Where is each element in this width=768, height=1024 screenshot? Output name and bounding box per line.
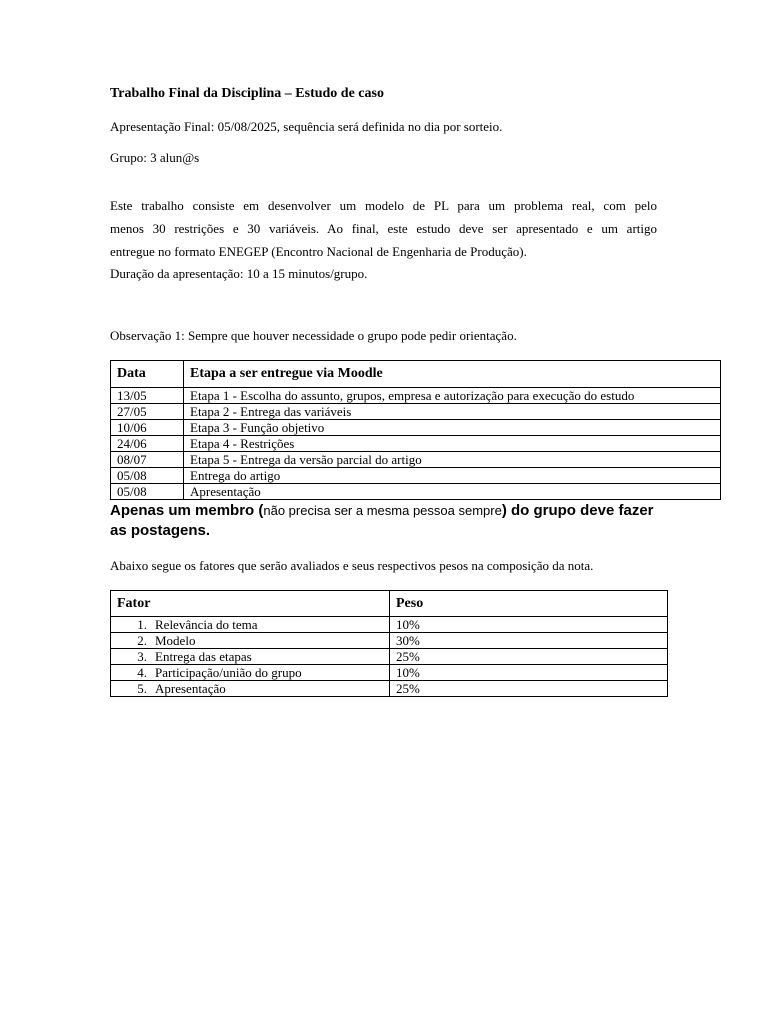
cell-etapa: Etapa 3 - Função objetivo: [184, 420, 721, 436]
table-row: [111, 665, 668, 681]
list-number: 5.: [137, 681, 147, 696]
cell-data: 24/06: [111, 436, 184, 452]
cell-etapa: Entrega do artigo: [184, 468, 721, 484]
header-etapa: Etapa a ser entregue via Moodle: [184, 361, 721, 388]
etapas-table: [110, 360, 721, 500]
cell-etapa: Etapa 5 - Entrega da versão parcial do artigo: [184, 452, 721, 468]
table-row: [111, 633, 668, 649]
cell-data: 05/08: [111, 468, 184, 484]
table-row: [111, 388, 721, 404]
cell-etapa: Etapa 2 - Entrega das variáveis: [184, 404, 721, 420]
cell-etapa: Etapa 4 - Restrições: [184, 436, 721, 452]
table-row: [111, 404, 721, 420]
table-row: [111, 649, 668, 665]
cell-fator: [111, 665, 390, 681]
cell-fator: [111, 681, 390, 697]
list-number: 3.: [137, 649, 147, 664]
membro-note-part1: Apenas um membro (: [110, 502, 264, 519]
table-row: [111, 468, 721, 484]
table-header-row: [111, 361, 721, 388]
cell-peso: 25%: [390, 681, 668, 697]
fator-label: Entrega das etapas: [155, 649, 252, 664]
fator-label: Apresentação: [155, 681, 226, 696]
table-row: [111, 681, 668, 697]
membro-note-part2: não precisa ser a mesma pessoa sempre: [263, 503, 502, 518]
observacao-text: Observação 1: Sempre que houver necessidade o grupo pode pedir orientação.: [110, 328, 517, 343]
descricao-line: entregue no formato ENEGEP (Encontro Nacional de Engenharia de Produção).: [110, 244, 527, 259]
list-number: 1.: [137, 617, 147, 632]
cell-peso: 25%: [390, 649, 668, 665]
header-peso: Peso: [390, 591, 668, 617]
cell-fator: [111, 633, 390, 649]
apresentacao-text: Apresentação Final: 05/08/2025, sequência será definida no dia por sorteio.: [110, 119, 503, 134]
cell-data: 13/05: [111, 388, 184, 404]
cell-fator: [111, 649, 390, 665]
fator-label: Relevância do tema: [155, 617, 258, 632]
grupo-text: Grupo: 3 alun@s: [110, 150, 200, 165]
table-row: [111, 452, 721, 468]
cell-fator: [111, 617, 390, 633]
fator-label: Modelo: [155, 633, 196, 648]
descricao-line: Este trabalho consiste em desenvolver um modelo de PL para um problema real, com pelo: [110, 198, 657, 213]
cell-data: 10/06: [111, 420, 184, 436]
list-number: 4.: [137, 665, 147, 680]
cell-peso: 10%: [390, 617, 668, 633]
cell-etapa: Etapa 1 - Escolha do assunto, grupos, empresa e autorização para execução do estudo: [184, 388, 721, 404]
cell-etapa: Apresentação: [184, 484, 721, 500]
table-row: [111, 420, 721, 436]
cell-peso: 10%: [390, 665, 668, 681]
list-number: 2.: [137, 633, 147, 648]
cell-peso: 30%: [390, 633, 668, 649]
table-header-row: [111, 591, 668, 617]
fator-label: Participação/união do grupo: [155, 665, 302, 680]
header-fator: Fator: [111, 591, 390, 617]
header-data: Data: [111, 361, 184, 388]
table-row: [111, 436, 721, 452]
table-row: [111, 484, 721, 500]
cell-data: 05/08: [111, 484, 184, 500]
duracao-text: Duração da apresentação: 10 a 15 minutos/grupo.: [110, 266, 368, 281]
cell-data: 08/07: [111, 452, 184, 468]
table-row: [111, 617, 668, 633]
descricao-paragraph: [110, 194, 657, 263]
cell-data: 27/05: [111, 404, 184, 420]
fatores-table: [110, 590, 668, 697]
document-title: Trabalho Final da Disciplina – Estudo de caso: [110, 86, 384, 101]
membro-note-part3: ) do grupo deve fazer as postagens.: [110, 502, 654, 539]
membro-note: [110, 501, 670, 541]
descricao-line: menos 30 restrições e 30 variáveis. Ao final, este estudo deve ser apresentado e um artigo: [110, 221, 657, 236]
fatores-intro-text: Abaixo segue os fatores que serão avaliados e seus respectivos pesos na composição da nota.: [110, 558, 594, 573]
